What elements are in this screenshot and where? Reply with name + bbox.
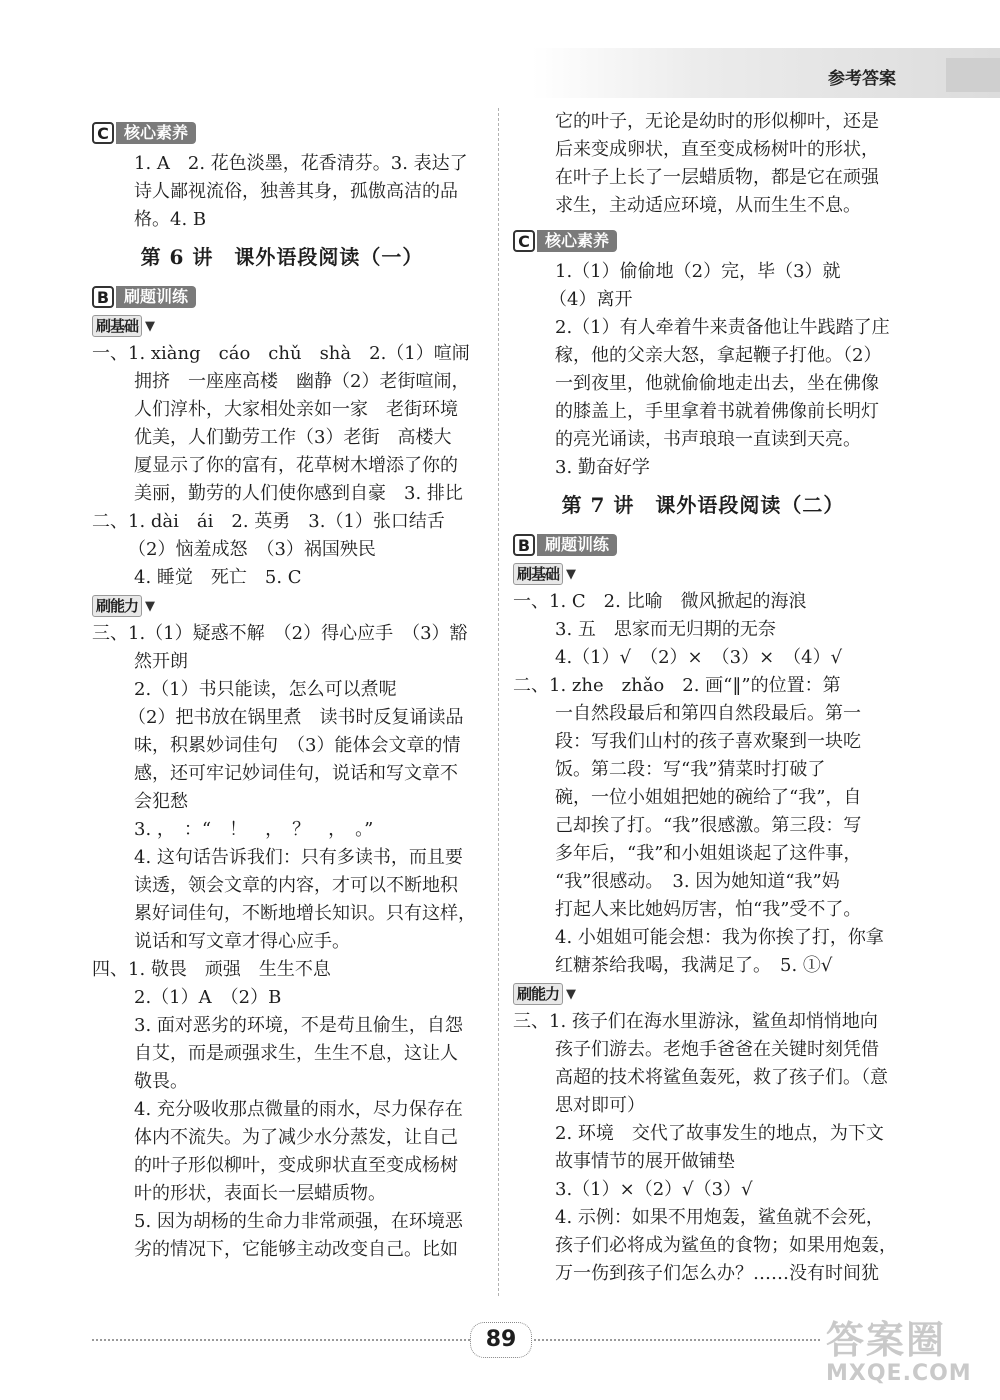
section-letter-badge: B bbox=[513, 534, 535, 556]
answer-line: 段：写我们山村的孩子喜欢聚到一块吃 bbox=[555, 731, 861, 752]
watermark-url: MXQE.COM bbox=[826, 1361, 972, 1386]
answer-line: 味，积累妙词佳句 （3）能体会文章的情 bbox=[134, 735, 461, 756]
section-label: 刷题训练 bbox=[116, 286, 196, 308]
answer-line: 自艾，而是顽强求生，生生不息，这让人 bbox=[134, 1043, 458, 1064]
ability-subheading bbox=[92, 594, 472, 618]
answer-line: 体内不流失。为了减少水分蒸发，让自己 bbox=[134, 1127, 458, 1148]
answer-line: 2. 环境 交代了故事发生的地点，为下文 bbox=[555, 1123, 884, 1144]
answer-line: 优美，人们勤劳工作（3）老街 高楼大 bbox=[134, 427, 452, 448]
footer-dotted-rule-left bbox=[92, 1339, 470, 1341]
lecture-title: 第 6 讲 课外语段阅读（一） bbox=[140, 245, 424, 269]
answer-line: 后来变成卵状，直至变成杨树叶的形状， bbox=[555, 139, 879, 160]
basic-subheading bbox=[513, 562, 893, 586]
ability-subheading bbox=[513, 982, 893, 1006]
answer-line: 厦显示了你的富有，花草树木增添了你的 bbox=[134, 455, 458, 476]
answer-line: 万一伤到孩子们怎么办？……没有时间犹 bbox=[555, 1263, 879, 1284]
answer-line: 4. 这句话告诉我们：只有多读书，而且要 bbox=[134, 847, 463, 868]
answer-line: 感，还可牢记妙词佳句，说话和写文章不 bbox=[134, 763, 458, 784]
section-label: 核心素养 bbox=[116, 122, 196, 144]
answer-line: 的亮光诵读，书声琅琅一直读到天亮。 bbox=[555, 429, 861, 450]
answer-line: 3.（1）×（2）√（3）√ bbox=[555, 1179, 753, 1200]
answer-line: 故事情节的展开做铺垫 bbox=[555, 1151, 735, 1172]
answer-line: 4. 示例：如果不用炮轰，鲨鱼就不会死， bbox=[555, 1207, 884, 1228]
left-column bbox=[92, 112, 476, 1264]
practice-heading bbox=[513, 532, 893, 558]
answer-line: 稼，他的父亲大怒，拿起鞭子打他。（2） bbox=[555, 345, 882, 366]
basic-tag: 刷基础 bbox=[513, 563, 563, 585]
header-band bbox=[532, 48, 1000, 98]
section-letter-badge: C bbox=[92, 122, 114, 144]
answer-line: 说话和写文章才得心应手。 bbox=[134, 931, 350, 952]
practice-heading bbox=[92, 284, 472, 310]
answer-line: 孩子们必将成为鲨鱼的食物；如果用炮轰， bbox=[555, 1235, 897, 1256]
section-letter-badge: C bbox=[513, 230, 535, 252]
answer-line: 3. 五 思家而无归期的无奈 bbox=[555, 619, 776, 640]
answer-line: 4. 小姐姐可能会想：我为你挨了打，你拿 bbox=[555, 927, 884, 948]
answer-line: 然开朗 bbox=[134, 651, 188, 672]
answer-line: 2.（1）书只能读，怎么可以煮呢 bbox=[134, 679, 397, 700]
answer-line: 一、1. xiàng cáo chǔ shà 2.（1）喧闹 bbox=[92, 343, 470, 364]
answer-line: 2.（1）A （2）B bbox=[134, 987, 282, 1008]
right-column bbox=[513, 108, 897, 1288]
page-number: 89 bbox=[470, 1322, 532, 1358]
answer-line: 一到夜里，他就偷偷地走出去，坐在佛像 bbox=[555, 373, 879, 394]
answer-line: 累好词佳句，不断地增长知识。只有这样， bbox=[134, 903, 476, 924]
core-literacy-heading bbox=[513, 228, 893, 254]
answer-line: 4.（1）√ （2）× （3）× （4）√ bbox=[555, 647, 843, 668]
triangle-down-icon: ▼ bbox=[566, 986, 577, 1002]
answer-line: 敬畏。 bbox=[134, 1071, 188, 1092]
answer-line: 一、1. C 2. 比喻 微风掀起的海浪 bbox=[513, 591, 807, 612]
answer-line: “我”很感动。 3. 因为她知道“我”妈 bbox=[555, 871, 840, 892]
ability-tag: 刷能力 bbox=[513, 983, 563, 1005]
answer-line: （4）离开 bbox=[549, 289, 633, 310]
answer-line: 求生，主动适应环境，从而生生不息。 bbox=[555, 195, 861, 216]
answer-line: 拥挤 一座座高楼 幽静（2）老街喧闹， bbox=[134, 371, 470, 392]
answer-line: 的膝盖上，手里拿着书就着佛像前长明灯 bbox=[555, 401, 879, 422]
watermark-logo bbox=[826, 1318, 976, 1390]
section-label: 核心素养 bbox=[537, 230, 617, 252]
answer-line: 3. 面对恶劣的环境，不是苟且偷生，自怨 bbox=[134, 1015, 463, 1036]
answer-line: 在叶子上长了一层蜡质物，都是它在顽强 bbox=[555, 167, 879, 188]
answer-line: 3. ， ：“ ！ ， ？ ， 。” bbox=[134, 819, 374, 840]
answer-line: 3. 勤奋好学 bbox=[555, 457, 650, 478]
answer-line: 三、1.（1）疑惑不解 （2）得心应手 （3）豁 bbox=[92, 623, 468, 644]
answer-line: 孩子们游去。老炮手爸爸在关键时刻凭借 bbox=[555, 1039, 879, 1060]
answer-line: 思对即可） bbox=[555, 1095, 645, 1116]
triangle-down-icon: ▼ bbox=[145, 598, 156, 614]
answer-line: 格。4. B bbox=[134, 209, 207, 230]
answer-line: 高超的技术将鲨鱼轰死，救了孩子们。（意 bbox=[555, 1067, 888, 1088]
answer-line: 2.（1）有人牵着牛来责备他让牛践踏了庄 bbox=[555, 317, 890, 338]
answer-line: 多年后，“我”和小姐姐谈起了这件事， bbox=[555, 843, 862, 864]
answer-line: 己却挨了打。“我”很感激。第三段：写 bbox=[555, 815, 862, 836]
answer-line: 人们淳朴，大家相处亲如一家 老街环境 bbox=[134, 399, 458, 420]
answer-line: 读透，领会文章的内容，才可以不断地积 bbox=[134, 875, 458, 896]
answer-line: 叶的形状，表面长一层蜡质物。 bbox=[134, 1183, 386, 1204]
answer-line: 美丽，勤劳的人们使你感到自豪 3. 排比 bbox=[134, 483, 463, 504]
watermark-logo-text: 答案圈 bbox=[826, 1318, 947, 1362]
section-letter-badge: B bbox=[92, 286, 114, 308]
answer-line: 红糖茶给我喝，我满足了。 5. ①√ bbox=[555, 955, 833, 976]
triangle-down-icon: ▼ bbox=[145, 318, 156, 334]
basic-tag: 刷基础 bbox=[92, 315, 142, 337]
answer-line: 二、1. dài ái 2. 英勇 3.（1）张口结舌 bbox=[92, 511, 445, 532]
answer-line: 1. A 2. 花色淡墨，花香清芬。3. 表达了 bbox=[134, 153, 468, 174]
answer-line: 一自然段最后和第四自然段最后。第一 bbox=[555, 703, 861, 724]
answer-line: 4. 睡觉 死亡 5. C bbox=[134, 567, 302, 588]
answer-line: （2）把书放在锅里煮 读书时反复诵读品 bbox=[128, 707, 464, 728]
header-tab-marker bbox=[946, 58, 1000, 92]
answer-line: 饭。第二段：写“我”猜菜时打破了 bbox=[555, 759, 826, 780]
lecture-title: 第 7 讲 课外语段阅读（二） bbox=[561, 493, 845, 517]
answer-line: 四、1. 敬畏 顽强 生生不息 bbox=[92, 959, 331, 980]
answer-line: 劣的情况下，它能够主动改变自己。比如 bbox=[134, 1239, 458, 1260]
answer-line: 4. 充分吸收那点微量的雨水，尽力保存在 bbox=[134, 1099, 463, 1120]
answer-line: 5. 因为胡杨的生命力非常顽强，在环境恶 bbox=[134, 1211, 463, 1232]
ability-tag: 刷能力 bbox=[92, 595, 142, 617]
answer-line: 二、1. zhe zhǎo 2. 画“‖”的位置：第 bbox=[513, 675, 841, 696]
answer-line: 诗人鄙视流俗，独善其身，孤傲高洁的品 bbox=[134, 181, 458, 202]
footer-dotted-rule-right bbox=[530, 1339, 820, 1341]
section-label: 刷题训练 bbox=[537, 534, 617, 556]
answer-line: 的叶子形似柳叶，变成卵状直至变成杨树 bbox=[134, 1155, 458, 1176]
answer-line: 会犯愁 bbox=[134, 791, 188, 812]
answer-line: 碗，一位小姐姐把她的碗给了“我”，自 bbox=[555, 787, 862, 808]
answer-line: 三、1. 孩子们在海水里游泳，鲨鱼却悄悄地向 bbox=[513, 1011, 878, 1032]
answer-line: 打起人来比她妈厉害，怕“我”受不了。 bbox=[555, 899, 862, 920]
answer-line: （2）恼羞成怒 （3）祸国殃民 bbox=[128, 539, 376, 560]
header-title: 参考答案 bbox=[828, 69, 896, 89]
answer-line: 1.（1）偷偷地（2）完，毕（3）就 bbox=[555, 261, 841, 282]
basic-subheading bbox=[92, 314, 472, 338]
core-literacy-heading bbox=[92, 120, 472, 146]
answer-line: 它的叶子，无论是幼时的形似柳叶，还是 bbox=[555, 111, 879, 132]
column-divider bbox=[498, 108, 499, 1296]
triangle-down-icon: ▼ bbox=[566, 566, 577, 582]
